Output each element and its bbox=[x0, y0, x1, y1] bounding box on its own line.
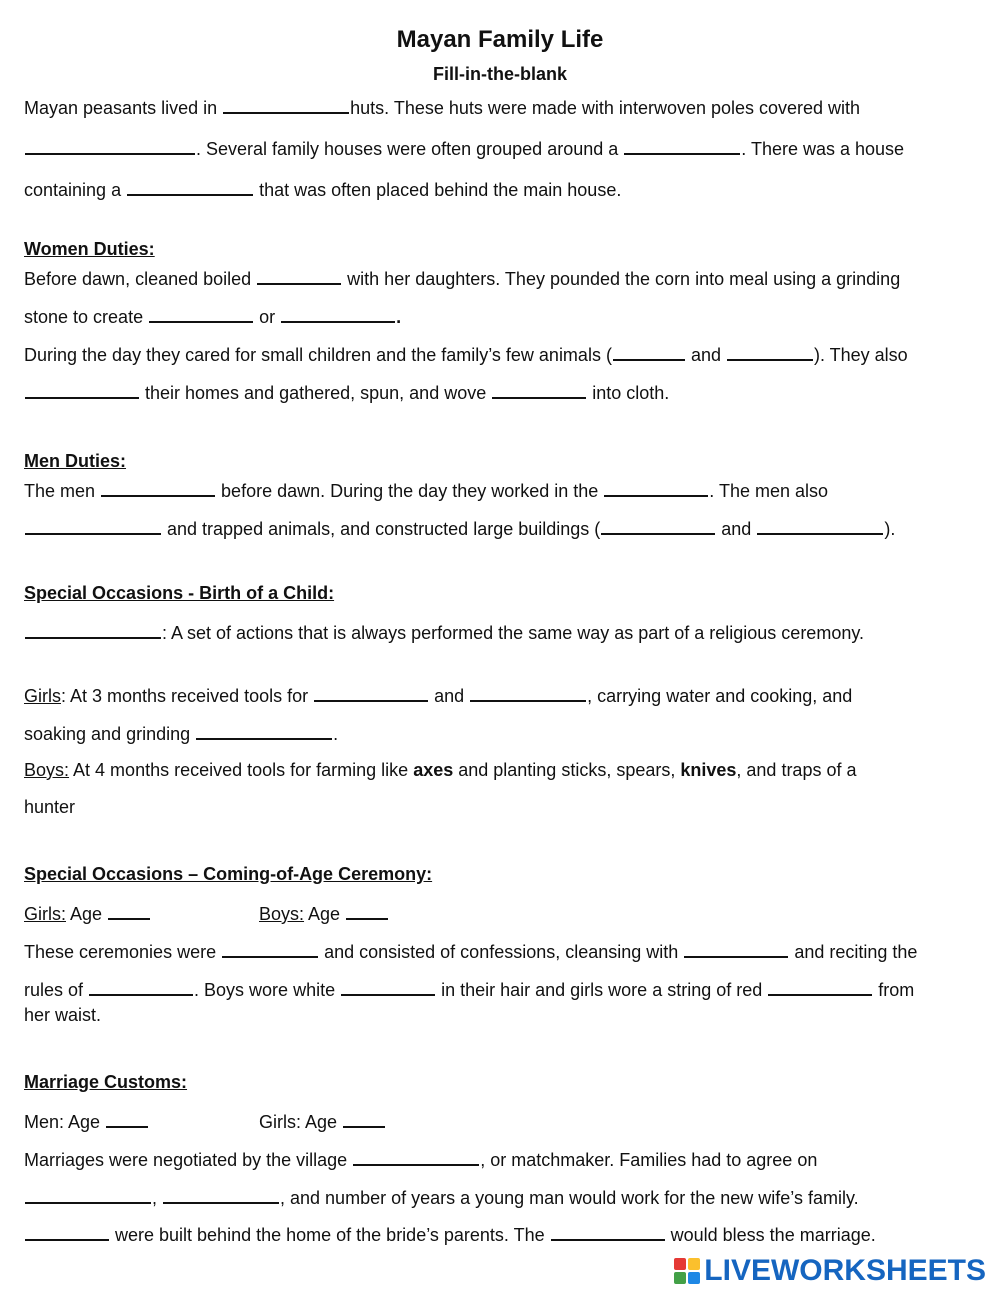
text: and reciting the bbox=[789, 942, 918, 962]
section-heading-women: Women Duties: bbox=[24, 239, 155, 259]
blank-field[interactable] bbox=[281, 303, 395, 323]
blank-field[interactable] bbox=[684, 938, 788, 958]
blank-field[interactable] bbox=[108, 900, 150, 920]
text: : A set of actions that is always performed the same way as part of a religious ceremony. bbox=[162, 623, 864, 643]
text: , carrying water and cooking, and bbox=[587, 686, 853, 706]
boys-label: Boys: bbox=[259, 904, 305, 924]
page-subtitle: Fill-in-the-blank bbox=[433, 64, 567, 84]
blank-field[interactable] bbox=[127, 176, 253, 196]
text: soaking and grinding bbox=[24, 724, 196, 744]
blank-field[interactable] bbox=[470, 682, 586, 702]
text: . Boys wore white bbox=[194, 980, 341, 1000]
women-line-3 bbox=[24, 341, 976, 367]
text: would bless the marriage. bbox=[665, 1225, 876, 1245]
blank-field[interactable] bbox=[223, 94, 349, 114]
marriage-line-3 bbox=[24, 1184, 976, 1210]
blank-field[interactable] bbox=[25, 515, 161, 535]
girls-label: Girls bbox=[24, 686, 61, 706]
text: , bbox=[152, 1188, 163, 1208]
birth-boys-line-1 bbox=[24, 758, 976, 782]
text: Girls: Age bbox=[259, 1112, 343, 1132]
text: in their hair and girls wore a string of red bbox=[436, 980, 768, 1000]
girls-label: Girls: bbox=[24, 904, 66, 924]
blank-field[interactable] bbox=[25, 1221, 109, 1241]
liveworksheets-logo[interactable] bbox=[674, 1254, 986, 1288]
birth-girls-line-2 bbox=[24, 720, 976, 746]
intro-line-3 bbox=[24, 176, 976, 202]
text: These ceremonies were bbox=[24, 942, 222, 962]
blank-field[interactable] bbox=[343, 1108, 385, 1128]
text: , and number of years a young man would work for the new wife’s family. bbox=[280, 1188, 859, 1208]
blank-field[interactable] bbox=[101, 477, 215, 497]
text: : At 3 months received tools for bbox=[61, 686, 314, 706]
blank-field[interactable] bbox=[89, 976, 193, 996]
text: Marriages were negotiated by the village bbox=[24, 1150, 353, 1170]
blank-field[interactable] bbox=[222, 938, 318, 958]
text: with her daughters. They pounded the corn into meal using a grinding bbox=[342, 269, 901, 289]
section-heading-birth: Special Occasions - Birth of a Child: bbox=[24, 583, 335, 603]
section-heading-marriage: Marriage Customs: bbox=[24, 1072, 188, 1092]
blank-field[interactable] bbox=[25, 1184, 151, 1204]
women-line-2 bbox=[24, 303, 976, 329]
blank-field[interactable] bbox=[757, 515, 883, 535]
blank-field[interactable] bbox=[257, 265, 341, 285]
text: and bbox=[716, 519, 757, 539]
text: Age bbox=[304, 904, 346, 924]
blank-field[interactable] bbox=[604, 477, 708, 497]
text: and trapped animals, and constructed large buildings ( bbox=[162, 519, 601, 539]
women-line-4 bbox=[24, 379, 976, 405]
marriage-ages-line bbox=[24, 1108, 976, 1134]
text: Before dawn, cleaned boiled bbox=[24, 269, 257, 289]
section-heading-men: Men Duties: bbox=[24, 451, 127, 471]
blank-field[interactable] bbox=[25, 619, 161, 639]
text: huts. These huts were made with interwoven poles covered with bbox=[350, 98, 861, 118]
liveworksheets-logo-icon bbox=[674, 1258, 700, 1284]
text: Men: Age bbox=[24, 1112, 106, 1132]
intro-line-1 bbox=[24, 94, 976, 120]
intro-line-2 bbox=[24, 135, 976, 161]
text: . bbox=[333, 724, 339, 744]
text: At 4 months received tools for farming like bbox=[69, 760, 414, 780]
text: and bbox=[429, 686, 470, 706]
coming-ages-line bbox=[24, 900, 976, 926]
coming-line-3 bbox=[24, 976, 976, 1002]
page-title: Mayan Family Life bbox=[396, 26, 604, 53]
coming-line-4: her waist. bbox=[24, 1005, 102, 1025]
birth-line-1 bbox=[24, 619, 976, 645]
text: , or matchmaker. Families had to agree on bbox=[480, 1150, 818, 1170]
girls-age-group bbox=[259, 1108, 386, 1134]
text: ). They also bbox=[813, 345, 908, 365]
blank-field[interactable] bbox=[25, 135, 195, 155]
text: before dawn. During the day they worked in the bbox=[216, 481, 604, 501]
boys-label: Boys: bbox=[24, 760, 70, 780]
blank-field[interactable] bbox=[106, 1108, 148, 1128]
men-line-2 bbox=[24, 515, 976, 541]
birth-girls-line-1 bbox=[24, 682, 976, 708]
marriage-line-4 bbox=[24, 1221, 976, 1247]
text: . Several family houses were often grouped around a bbox=[196, 139, 624, 159]
text: . There was a house bbox=[741, 139, 905, 159]
text: , and traps of a bbox=[736, 760, 857, 780]
text: that was often placed behind the main house. bbox=[254, 180, 622, 200]
blank-field[interactable] bbox=[314, 682, 428, 702]
blank-field[interactable] bbox=[346, 900, 388, 920]
blank-field[interactable] bbox=[551, 1221, 665, 1241]
women-line-1 bbox=[24, 265, 976, 291]
text: rules of bbox=[24, 980, 89, 1000]
text: into cloth. bbox=[587, 383, 670, 403]
text: ). bbox=[884, 519, 896, 539]
text: knives bbox=[680, 760, 737, 780]
text: axes bbox=[413, 760, 454, 780]
blank-field[interactable] bbox=[624, 135, 740, 155]
men-line-1 bbox=[24, 477, 976, 503]
blank-field[interactable] bbox=[149, 303, 253, 323]
blank-field[interactable] bbox=[163, 1184, 279, 1204]
blank-field[interactable] bbox=[613, 341, 685, 361]
section-heading-coming-of-age: Special Occasions – Coming-of-Age Ceremony: bbox=[24, 864, 433, 884]
blank-field[interactable] bbox=[727, 341, 813, 361]
text: and planting sticks, spears, bbox=[453, 760, 681, 780]
blank-field[interactable] bbox=[601, 515, 715, 535]
text: stone to create bbox=[24, 307, 149, 327]
text: and consisted of confessions, cleansing with bbox=[319, 942, 684, 962]
text: and bbox=[685, 345, 726, 365]
blank-field[interactable] bbox=[25, 379, 139, 399]
blank-field[interactable] bbox=[341, 976, 435, 996]
birth-boys-line-2: hunter bbox=[24, 797, 76, 817]
coming-line-2 bbox=[24, 938, 976, 964]
text: containing a bbox=[24, 180, 127, 200]
text: . The men also bbox=[709, 481, 829, 501]
marriage-line-2 bbox=[24, 1146, 976, 1172]
blank-field[interactable] bbox=[768, 976, 872, 996]
text: or bbox=[254, 307, 281, 327]
text: During the day they cared for small children and the family’s few animals ( bbox=[24, 345, 612, 365]
blank-field[interactable] bbox=[353, 1146, 479, 1166]
blank-field[interactable] bbox=[492, 379, 586, 399]
text: The men bbox=[24, 481, 101, 501]
text: . bbox=[396, 307, 402, 327]
blank-field[interactable] bbox=[196, 720, 332, 740]
liveworksheets-logo-text: LIVEWORKSHEETS bbox=[704, 1254, 986, 1287]
text: from bbox=[873, 980, 915, 1000]
text: Mayan peasants lived in bbox=[24, 98, 223, 118]
boys-age-group bbox=[259, 900, 389, 926]
text: their homes and gathered, spun, and wove bbox=[140, 383, 492, 403]
text: Age bbox=[66, 904, 108, 924]
text: were built behind the home of the bride’s parents. The bbox=[110, 1225, 550, 1245]
